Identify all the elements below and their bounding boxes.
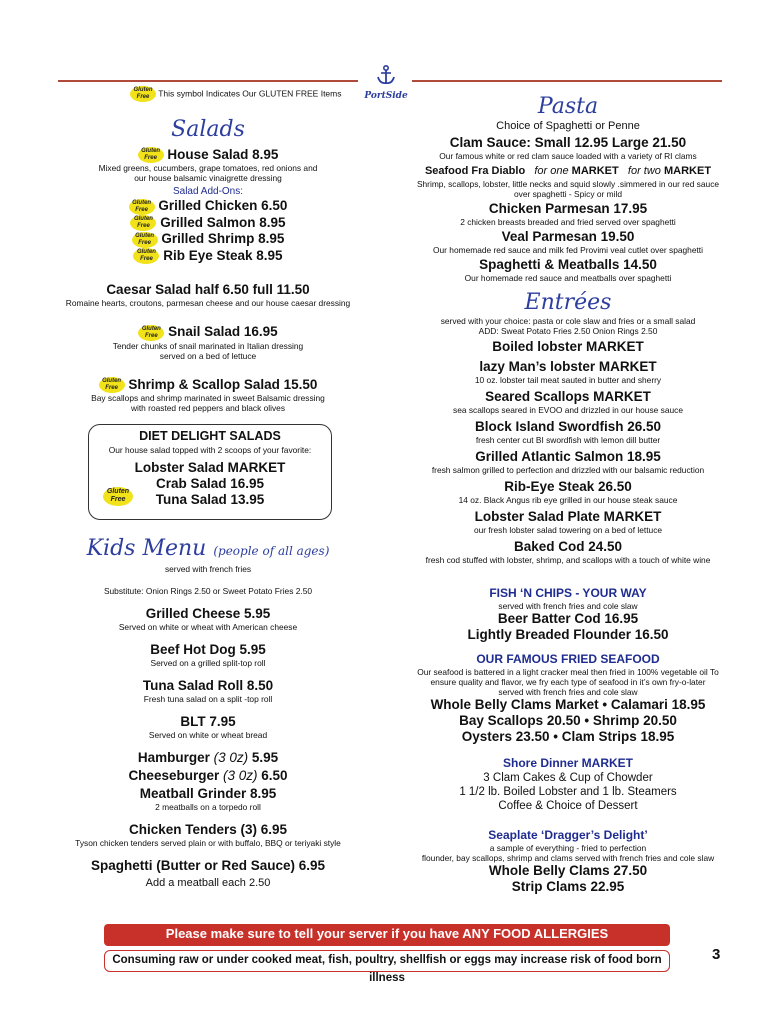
gluten-free-badge: Gluten Free: [133, 248, 159, 264]
fried-desc: Our seafood is battered in a light cracker meal then fried in 100% vegetable oil To: [417, 667, 719, 677]
header-rule-right: [412, 80, 722, 82]
kids-served: served with french fries: [164, 564, 252, 574]
seaplate-desc: a sample of everything - fried to perfection: [489, 843, 647, 853]
diet-desc: Our house salad topped with 2 scoops of your favorite:: [108, 445, 312, 455]
kids-item-desc: Served on a grilled split-top roll: [150, 658, 266, 668]
fried-seafood-title: OUR FAMOUS FRIED SEAFOOD: [476, 652, 660, 666]
page-number: 3: [712, 946, 721, 963]
salads-section: [58, 116, 358, 413]
snail-salad: Gluten Free Snail Salad 16.95: [58, 324, 358, 340]
kids-item-desc: 2 meatballs on a torpedo roll: [155, 802, 261, 812]
addon-item: Gluten Free Grilled Shrimp 8.95: [58, 231, 358, 247]
pasta-title: Pasta: [537, 94, 599, 119]
shore-dinner-section: [410, 756, 726, 813]
caesar-salad: Caesar Salad half 6.50 full 11.50: [106, 282, 310, 298]
diet-item: Crab Salad 16.95: [155, 476, 265, 491]
shore-dinner-title: Shore Dinner MARKET: [502, 756, 633, 770]
entree-item-desc: fresh cod stuffed with lobster, shrimp, and scallops with a touch of white wine: [425, 555, 711, 565]
house-salad-desc: our house balsamic vinaigrette dressing: [134, 173, 282, 184]
entree-item-desc: our fresh lobster salad towering on a bed of lettuce: [473, 525, 663, 535]
diet-item: Lobster Salad MARKET: [134, 460, 286, 475]
entrees-title: Entrées: [524, 290, 612, 315]
seaplate-line: Whole Belly Clams 27.50: [488, 863, 648, 878]
clam-sauce: Clam Sauce: Small 12.95 Large 21.50: [449, 135, 687, 150]
diet-item: Tuna Salad 13.95: [155, 492, 265, 507]
fish-item: Lightly Breaded Flounder 16.50: [467, 627, 669, 642]
kids-item: Beef Hot Dog 5.95: [150, 642, 266, 657]
header-rule-left: [58, 80, 358, 82]
kids-section: [58, 536, 358, 891]
gluten-note-text: This symbol Indicates Our GLUTEN FREE Items: [158, 88, 342, 99]
entree-item-desc: sea scallops seared in EVOO and drizzled in our house sauce: [453, 405, 683, 415]
kids-item: Chicken Tenders (3) 6.95: [128, 822, 288, 837]
entree-item-desc: fresh center cut BI swordfish with lemon dill butter: [475, 435, 661, 445]
pasta-item-desc: Our homemade red sauce and milk fed Provimi veal cutlet over spaghetti: [433, 245, 703, 255]
kids-item-desc: Fresh tuna salad on a split -top roll: [143, 694, 273, 704]
shore-line: 1 1/2 lb. Boiled Lobster and 1 lb. Steamers: [459, 786, 677, 798]
seaplate-desc: flounder, bay scallops, shrimp and clams served with french fries and cole slaw: [421, 853, 715, 863]
hamburger-item: Hamburger (3 0z) 5.95: [137, 750, 279, 765]
gluten-note: [130, 86, 342, 102]
shore-line: Coffee & Choice of Dessert: [498, 800, 638, 812]
diet-title: DIET DELIGHT SALADS: [139, 429, 281, 443]
pasta-item-desc: 2 chicken breasts breaded and fried served over spaghetti: [460, 217, 676, 227]
seafood-fra-diablo: Seafood Fra Diablo for one MARKET for two MARKET: [424, 165, 712, 177]
entree-item: lazy Man’s lobster MARKET: [479, 359, 657, 374]
fried-seafood-section: [410, 652, 726, 745]
addon-item: Gluten Free Grilled Salmon 8.95: [58, 215, 358, 231]
salads-title: Salads: [171, 117, 245, 142]
entree-item: Lobster Salad Plate MARKET: [474, 509, 662, 524]
fish-chips-section: [410, 586, 726, 643]
fish-chips-title: FISH ‘N CHIPS - YOUR WAY: [489, 586, 647, 600]
pasta-choice: Choice of Spaghetti or Penne: [496, 120, 640, 132]
allergy-banner: Please make sure to tell your server if you have ANY FOOD ALLERGIES: [104, 924, 670, 946]
pasta-item-desc: Our homemade red sauce and meatballs over spaghetti: [464, 273, 672, 283]
raw-food-warning: Consuming raw or under cooked meat, fish, poultry, shellfish or eggs may increase risk of food born illness: [104, 950, 670, 972]
kids-item: Spaghetti (Butter or Red Sauce) 6.95: [90, 858, 326, 873]
entree-item: Grilled Atlantic Salmon 18.95: [475, 449, 661, 464]
gluten-free-badge: Gluten Free: [132, 232, 158, 248]
entree-item-desc: fresh salmon grilled to perfection and drizzled with our balsamic reduction: [431, 465, 705, 475]
kids-title: Kids Menu (people of all ages): [86, 536, 330, 561]
snail-salad-desc: Tender chunks of snail marinated in Italian dressing: [112, 340, 304, 351]
snail-salad-desc: served on a bed of lettuce: [159, 350, 257, 361]
kids-substitute: Substitute: Onion Rings 2.50 or Sweet Potato Fries 2.50: [103, 586, 313, 596]
gluten-free-badge: Gluten Free: [130, 215, 156, 231]
meatball-add: Add a meatball each 2.50: [145, 877, 271, 889]
entrees-section: [410, 290, 726, 565]
cheeseburger-item: Cheeseburger (3 0z) 6.50: [128, 768, 288, 783]
entree-item: Seared Scallops MARKET: [485, 389, 651, 404]
pasta-section: [410, 94, 726, 283]
gluten-free-badge: Gluten Free: [138, 147, 164, 163]
house-salad: Gluten Free House Salad 8.95: [58, 147, 358, 163]
kids-item: Meatball Grinder 8.95: [139, 786, 277, 801]
pasta-item: Chicken Parmesan 17.95: [488, 201, 648, 216]
gluten-free-badge: Gluten Free: [103, 487, 133, 506]
fried-desc: ensure quality and flavor, we fry each type of seafood in it’s own fry-o-later: [430, 677, 706, 687]
pasta-item: Spaghetti & Meatballs 14.50: [479, 257, 657, 272]
portside-logo: [362, 64, 410, 101]
gluten-free-badge: Gluten Free: [130, 86, 156, 102]
entree-item: Rib-Eye Steak 26.50: [504, 479, 632, 494]
entree-item-desc: 14 oz. Black Angus rib eye grilled in our house steak sauce: [458, 495, 678, 505]
addon-item: Gluten Free Rib Eye Steak 8.95: [58, 248, 358, 264]
entree-item: Block Island Swordfish 26.50: [474, 419, 662, 434]
addon-item: Gluten Free Grilled Chicken 6.50: [58, 198, 358, 214]
shrimp-scallop-desc: with roasted red peppers and black olives: [130, 403, 286, 414]
seaplate-section: [410, 828, 726, 895]
kids-item-desc: Tyson chicken tenders served plain or with buffalo, BBQ or teriyaki style: [75, 838, 341, 848]
kids-item: BLT 7.95: [180, 714, 236, 729]
shore-line: 3 Clam Cakes & Cup of Chowder: [483, 772, 653, 784]
gluten-free-badge: Gluten Free: [138, 325, 164, 341]
fried-line: Oysters 23.50 • Clam Strips 18.95: [461, 729, 675, 744]
seaplate-line: Strip Clams 22.95: [511, 879, 625, 894]
pasta-item: Veal Parmesan 19.50: [501, 229, 635, 244]
kids-item: Tuna Salad Roll 8.50: [142, 678, 274, 693]
fish-chips-served: served with french fries and cole slaw: [498, 601, 638, 611]
shrimp-scallop-salad: Gluten Free Shrimp & Scallop Salad 15.50: [58, 377, 358, 393]
fried-desc: served with french fries and cole slaw: [498, 687, 638, 697]
fried-line: Whole Belly Clams Market • Calamari 18.95: [430, 697, 706, 712]
clam-sauce-desc: Our famous white or red clam sauce loaded with a variety of RI clams: [439, 151, 697, 161]
logo-text: PortSide: [364, 91, 408, 101]
kids-item: Grilled Cheese 5.95: [145, 606, 271, 621]
salad-addons-label: Salad Add-Ons:: [172, 186, 244, 198]
gluten-free-badge: Gluten Free: [129, 199, 155, 215]
entree-item: Boiled lobster MARKET: [492, 339, 644, 354]
caesar-salad-desc: Romaine hearts, croutons, parmesan cheese and our house caesar dressing: [65, 298, 351, 309]
kids-item-desc: Served on white or wheat bread: [148, 730, 268, 740]
house-salad-desc: Mixed greens, cucumbers, grape tomatoes, red onions and: [98, 163, 318, 174]
gluten-free-badge: Gluten Free: [99, 377, 125, 393]
entrees-add: ADD: Sweat Potato Fries 2.50 Onion Rings 2.50: [478, 326, 658, 336]
entree-item: Baked Cod 24.50: [513, 539, 623, 554]
seaplate-title: Seaplate ‘Dragger’s Delight’: [488, 828, 648, 842]
anchor-icon: [375, 64, 397, 86]
entree-item-desc: 10 oz. lobster tail meat sauted in butter and sherry: [474, 375, 662, 385]
entrees-served: served with your choice: pasta or cole slaw and fries or a small salad: [440, 316, 696, 326]
diet-delight-box: [88, 424, 332, 520]
fish-item: Beer Batter Cod 16.95: [497, 611, 639, 626]
fried-line: Bay Scallops 20.50 • Shrimp 20.50: [459, 713, 677, 728]
shrimp-scallop-desc: Bay scallops and shrimp marinated in sweet Balsamic dressing: [91, 393, 325, 404]
kids-item-desc: Served on white or wheat with American cheese: [118, 622, 298, 632]
fra-diablo-desc: over spaghetti - Spicy or mild: [514, 189, 622, 199]
fra-diablo-desc: Shrimp, scallops, lobster, little necks and squid slowly .simmered in our red sauce: [416, 179, 720, 189]
